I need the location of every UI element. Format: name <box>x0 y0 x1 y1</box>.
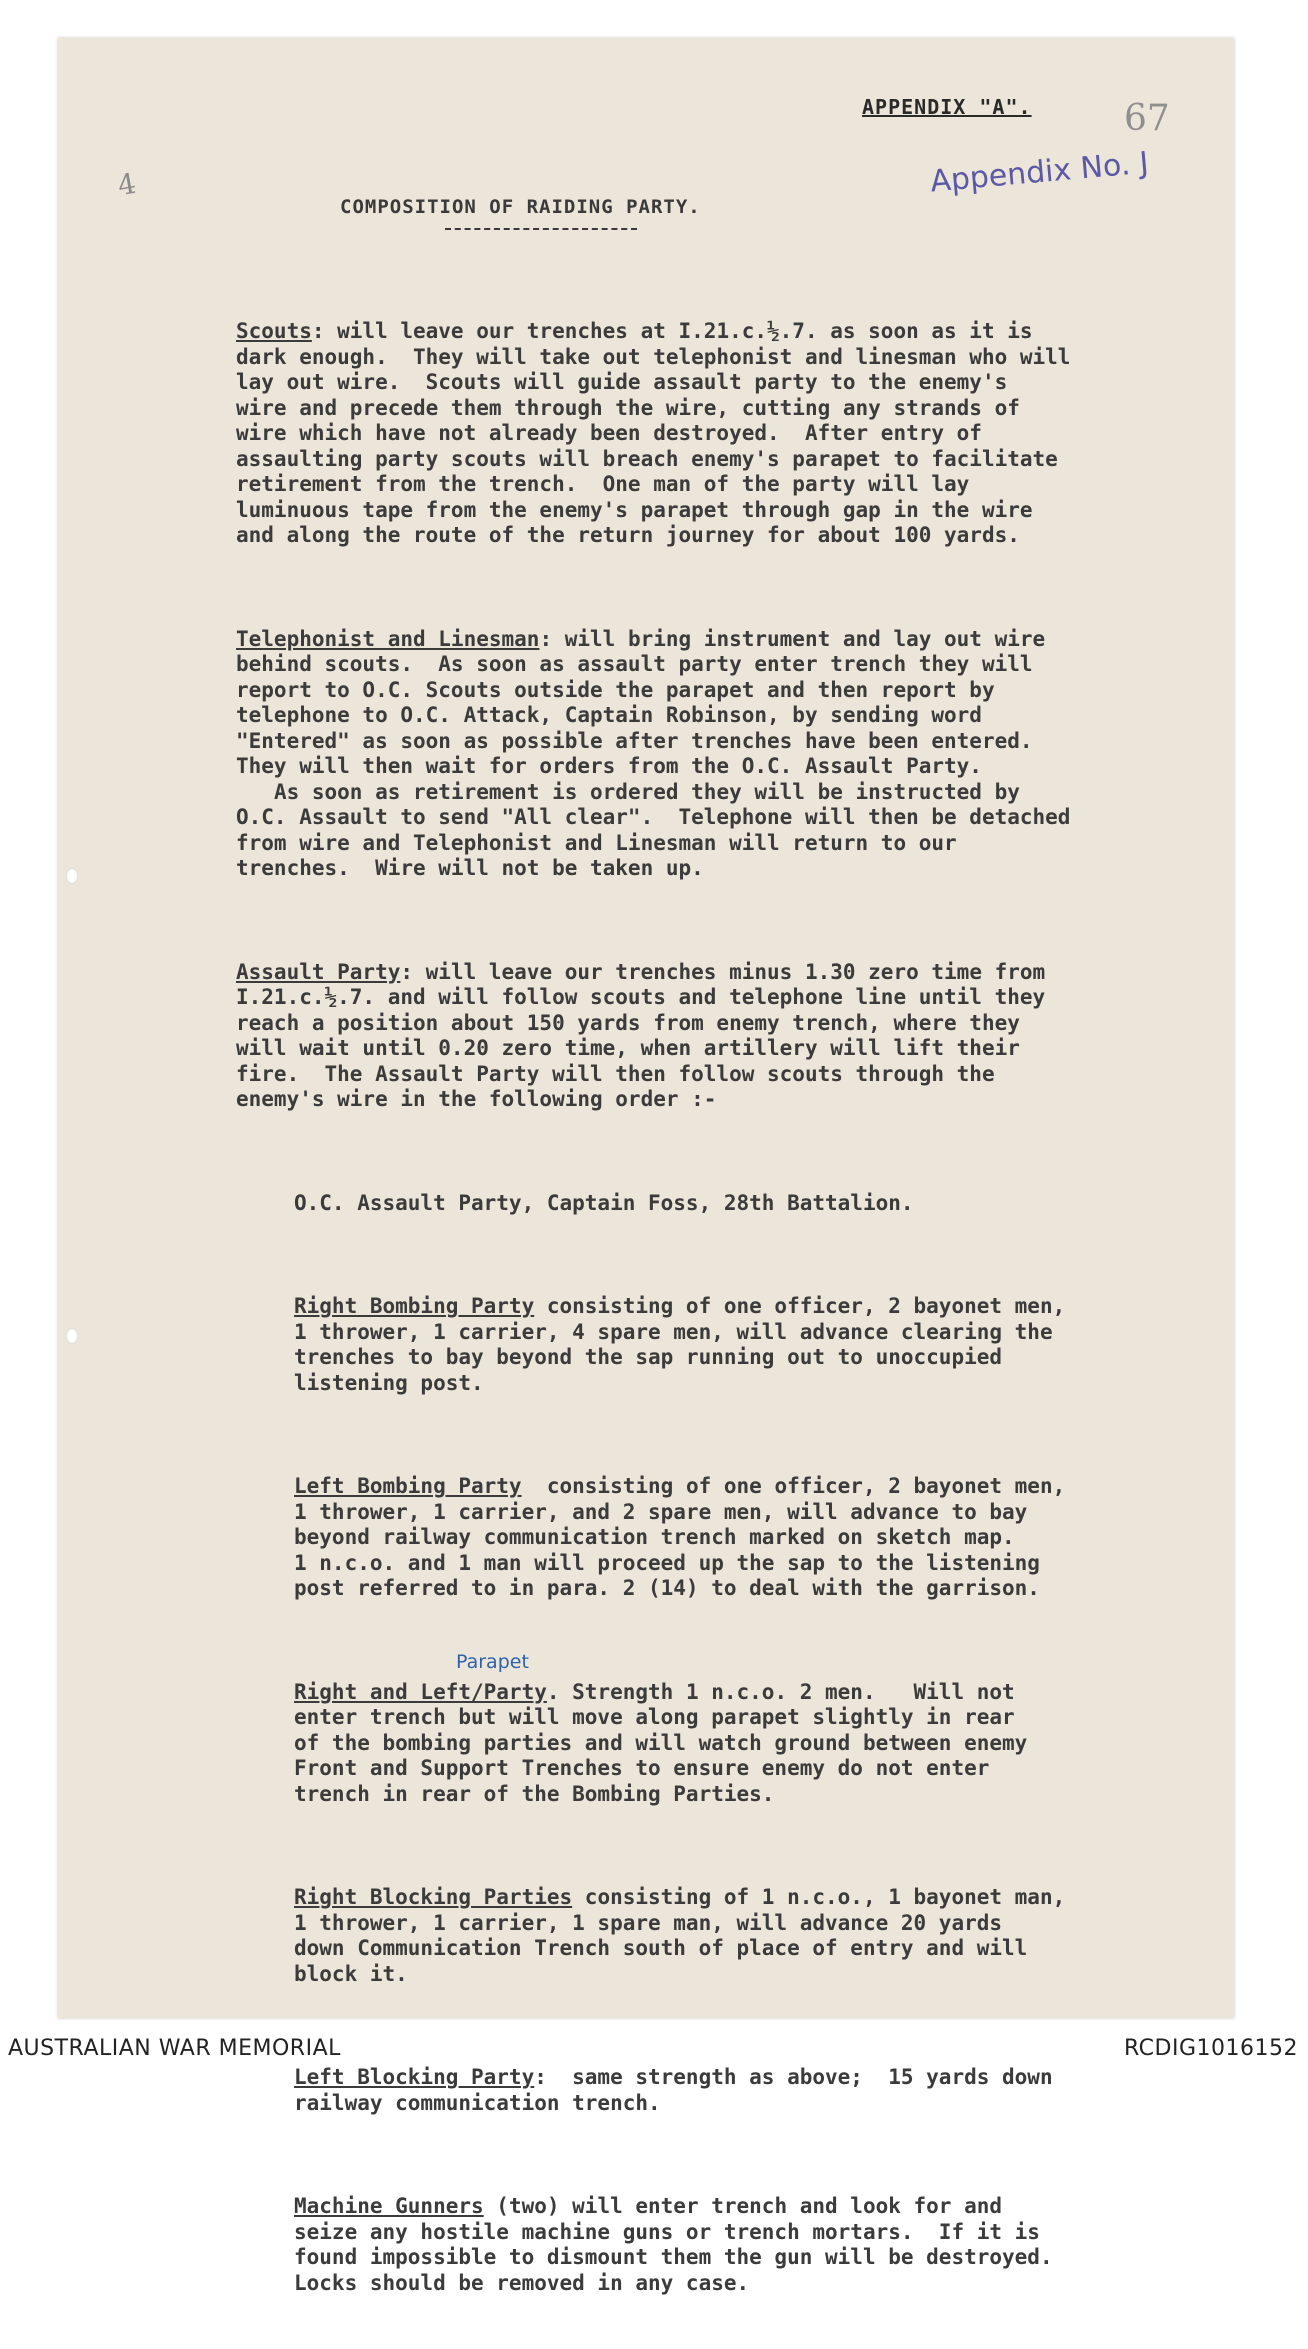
paragraph-text: : will leave our trenches at I.21.c.½.7. as soon as it is dark enough. They will take out telephonist and linesman who will lay out wire. Scouts will guide assault party to the enemy's wire and precede them through the wire, cutting any strands of wire which have not already been destroyed. After entry of assaulting party scouts will breach enemy's parapet to facilitate retirement from the trench. One man of the party will lay luminuous tape from the enemy's parapet through gap in the wire and along the route of the return journey for about 100 yards. <box>236 319 1071 547</box>
footer-institution: AUSTRALIAN WAR MEMORIAL <box>8 2036 341 2061</box>
paragraph-heading: Right Blocking Parties <box>294 1885 573 1909</box>
paragraph-text: (two) will enter trench and look for and seize any hostile machine guns or trench mortars. If it is found impossible to dismount them the gun will be destroyed. Locks should be removed in any case. <box>294 2194 1053 2295</box>
paragraph-right-bombing <box>294 1294 1236 1396</box>
page-number: 67 <box>1124 98 1170 139</box>
paragraph-text: consisting of 1 n.c.o., 1 bayonet man, 1 thrower, 1 carrier, 1 spare man, will advance 20 yards down Communication Trench south of place of entry and will block it. <box>294 1885 1066 1986</box>
paragraph-heading: Right and Left/Party <box>294 1679 547 1704</box>
paragraph-heading: Telephonist and Linesman <box>236 626 540 651</box>
paragraph-machine-gunners <box>294 2194 1236 2296</box>
paragraph-heading: Left Bombing Party <box>294 1474 522 1498</box>
punch-hole <box>66 868 78 884</box>
document-body <box>236 268 1236 2349</box>
document-title: COMPOSITION OF RAIDING PARTY. <box>340 196 701 218</box>
paragraph-parapet-party <box>294 1650 1236 1808</box>
paragraph-heading: Scouts <box>236 319 312 343</box>
paragraph-left-bombing <box>294 1474 1236 1602</box>
paragraph-heading: Assault Party <box>236 959 401 984</box>
handwritten-annotation: Parapet <box>456 1650 529 1673</box>
pencil-mark: 4 <box>115 166 139 203</box>
title-underline <box>445 228 637 230</box>
paragraph-text: consisting of one officer, 2 bayonet men, 1 thrower, 1 carrier, 4 spare men, will advance clearing the trenches to bay beyond the sap running out to unoccupied listening post. <box>294 1294 1066 1395</box>
paragraph-heading: Machine Gunners <box>294 2194 484 2218</box>
paragraph-scouts <box>236 319 1236 549</box>
paragraph-text: : will leave our trenches minus 1.30 zero time from I.21.c.½.7. and will follow scouts and telephone line until they reach a position about 150 yards from enemy trench, where they will wait until 0.20 zero time, when artillery will lift their fire. The Assault Party will then follow scouts through the enemy's wire in the following order :- <box>236 959 1046 1111</box>
footer-record-id: RCDIG1016152 <box>1123 2036 1298 2061</box>
appendix-stamp: Appendix No. J <box>928 145 1151 200</box>
paragraph-text: . Strength 1 n.c.o. 2 men. Will not enter trench but will move along parapet slightly in rear of the bombing parties and will watch ground between enemy Front and Support Trenches to ensure enemy do not enter trench in rear of the Bombing Parties. <box>294 1679 1028 1806</box>
punch-hole <box>66 1328 78 1344</box>
paragraph-left-blocking <box>294 2065 1236 2116</box>
paragraph-telephonist <box>236 627 1236 882</box>
paragraph-text: consisting of one officer, 2 bayonet men, 1 thrower, 1 carrier, and 2 spare men, will advance to bay beyond railway communication trench marked on sketch map. 1 n.c.o. and 1 man will proceed up the sap to the listening post referred to in para. 2 (14) to deal with the garrison. <box>294 1474 1066 1600</box>
paragraph-text: : same strength as above; 15 yards down railway communication trench. <box>294 2065 1053 2115</box>
paragraph-right-blocking <box>294 1885 1236 1987</box>
paragraph-heading: Right Bombing Party <box>294 1294 535 1318</box>
paragraph-text: : will bring instrument and lay out wire behind scouts. As soon as assault party enter trench they will report to O.C. Scouts outside the parapet and then report by telephone to O.C. Attack, Captain Robinson, by sending word "Entered" as soon as possible after trenches have been entered. They will then wait for orders from the O.C. Assault Party. As soon as retirement is ordered they will be instructed by O.C. Assault to send "All clear". Telephone will then be detached from wire and Telephonist and Linesman will return to our trenches. Wire will not be taken up. <box>236 626 1071 880</box>
paragraph-heading: Left Blocking Party <box>294 2065 535 2089</box>
oc-assault-line: O.C. Assault Party, Captain Foss, 28th Battalion. <box>294 1190 914 1215</box>
paragraph-assault <box>236 960 1236 1113</box>
appendix-label: APPENDIX "A". <box>862 95 1032 119</box>
